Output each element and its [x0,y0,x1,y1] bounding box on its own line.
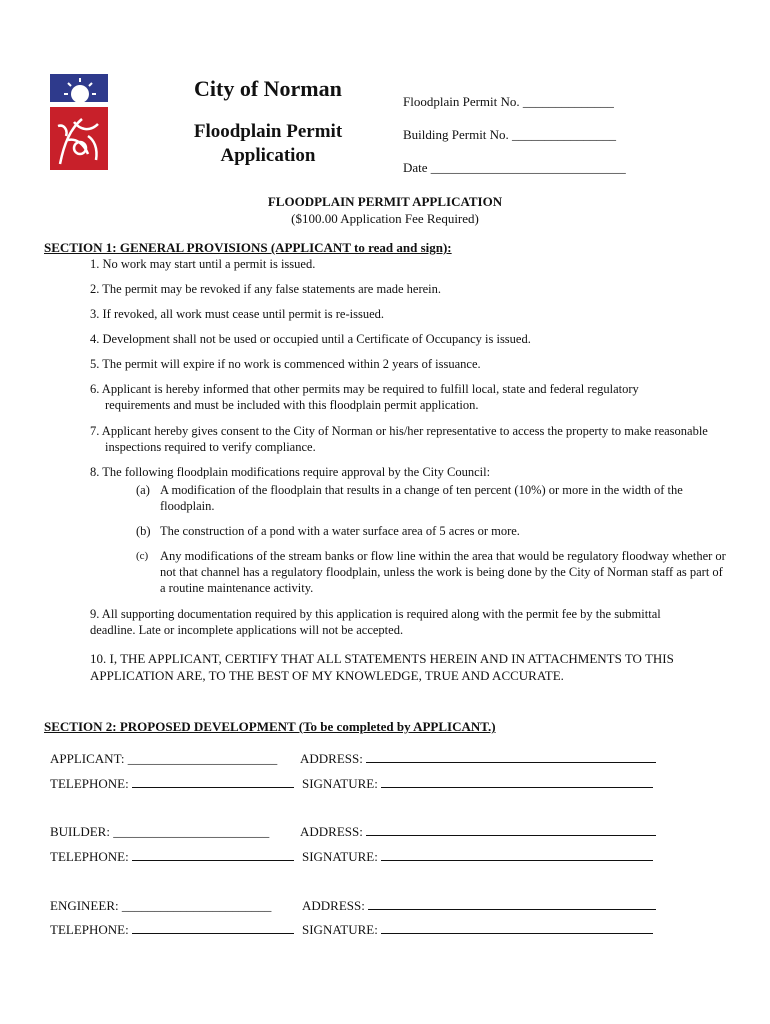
signature-label: SIGNATURE: [302,922,378,937]
signature-line[interactable] [381,922,653,934]
telephone-line[interactable] [132,922,294,934]
sub-item-text: A modification of the floodplain that results in a change of ten percent (10%) or more in the width of the floodplain. [160,483,683,513]
telephone-label: TELEPHONE: [50,776,129,791]
address-line[interactable] [366,751,656,763]
city-seal-logo [50,74,108,170]
provision-item [90,381,650,413]
form-title [186,120,350,168]
sub-item-a [136,482,731,514]
provision-item: 8. The following floodplain modifications require approval by the City Council: [90,465,491,479]
engineer-address-field[interactable] [302,898,656,914]
engineer-telephone-field[interactable] [50,922,294,938]
applicant-address-field[interactable] [300,751,656,767]
form-title-line1: Floodplain Permit [193,121,343,142]
builder-label: BUILDER: [50,824,110,839]
building-permit-no-field[interactable]: Building Permit No. ________________ [403,127,617,142]
sub-item-c [136,548,731,596]
address-label: ADDRESS: [300,824,363,839]
telephone-label: TELEPHONE: [50,922,129,937]
document-heading: FLOODPLAIN PERMIT APPLICATION [267,194,503,209]
builder-address-field[interactable] [300,824,656,840]
engineer-name-field[interactable] [50,898,271,914]
builder-name-field[interactable] [50,824,269,840]
telephone-line[interactable] [132,776,294,788]
provision-item: 3. If revoked, all work must cease until permit is re-issued. [90,307,385,321]
date-field[interactable]: Date ______________________________ [403,160,626,175]
address-line[interactable] [366,824,656,836]
signature-label: SIGNATURE: [302,849,378,864]
sub-item-b [136,523,731,539]
fee-note: ($100.00 Application Fee Required) [291,211,479,226]
applicant-name-field[interactable] [50,751,277,767]
section1-title: SECTION 1: GENERAL PROVISIONS (APPLICANT to read and sign): [44,240,452,255]
signature-line[interactable] [381,849,653,861]
applicant-signature-field[interactable] [302,776,653,792]
engineer-label: ENGINEER: [50,898,119,913]
address-label: ADDRESS: [300,751,363,766]
builder-signature-field[interactable] [302,849,653,865]
sub-item-marker: (a) [136,483,150,497]
provision-item-text: 7. Applicant hereby gives consent to the City of Norman or his/her representative to access the property to make reasonable inspections required to verify compliance. [90,424,708,454]
sub-item-marker: (c) [136,550,149,562]
section2-title: SECTION 2: PROPOSED DEVELOPMENT (To be completed by APPLICANT.) [44,719,496,734]
provision-item: 2. The permit may be revoked if any false statements are made herein. [90,282,442,296]
sub-item-text: The construction of a pond with a water surface area of 5 acres or more. [160,524,520,538]
floodplain-permit-no-field[interactable]: Floodplain Permit No. ______________ [403,94,614,109]
provision-item-text: 6. Applicant is hereby informed that other permits may be required to fulfill local, state and federal regulatory requirements and must be included with this floodplain permit application. [90,382,639,412]
address-label: ADDRESS: [302,898,365,913]
address-line[interactable] [368,898,656,910]
engineer-signature-field[interactable] [302,922,653,938]
sub-item-text: Any modifications of the stream banks or flow line within the area that would be regulatory floodway whether or not that channel has a regulatory floodplain, unless the work is being done by the City of Norman staff as part of a routine maintenance activity. [160,549,726,595]
provision-item-9: 9. All supporting documentation required by this application is required along with the permit fee by the submittal deadline. Late or incomplete applications will not be accepted. [90,607,661,637]
city-name: City of Norman [194,76,342,101]
builder-blank[interactable]: ________________________ [113,824,270,839]
provision-item: 1. No work may start until a permit is issued. [90,257,316,271]
provision-item: 4. Development shall not be used or occupied until a Certificate of Occupancy is issued. [90,332,531,346]
signature-label: SIGNATURE: [302,776,378,791]
provision-item: 5. The permit will expire if no work is commenced within 2 years of issuance. [90,357,481,371]
applicant-blank[interactable]: _______________________ [127,751,278,766]
telephone-label: TELEPHONE: [50,849,129,864]
telephone-line[interactable] [132,849,294,861]
signature-line[interactable] [381,776,653,788]
provision-item [90,423,730,455]
form-title-line2: Application [220,145,316,166]
applicant-label: APPLICANT: [50,751,125,766]
sub-item-marker: (b) [136,524,151,538]
engineer-blank[interactable]: _______________________ [121,898,272,913]
certification-statement: 10. I, THE APPLICANT, CERTIFY THAT ALL STATEMENTS HEREIN AND IN ATTACHMENTS TO THIS APPLICATION ARE, TO THE BEST OF MY KNOWLEDGE, TRUE AND ACCURATE. [90,651,674,683]
applicant-telephone-field[interactable] [50,776,294,792]
builder-telephone-field[interactable] [50,849,294,865]
